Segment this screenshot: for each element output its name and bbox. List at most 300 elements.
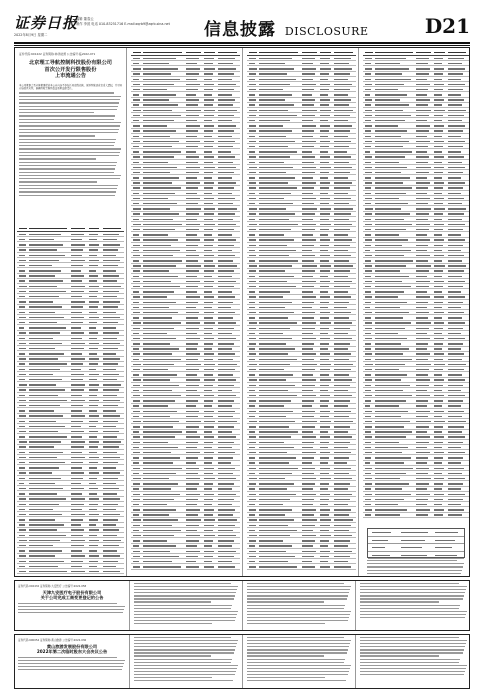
table-cell xyxy=(71,228,86,230)
table-cell xyxy=(320,343,329,344)
table-cell xyxy=(19,374,26,375)
table-cell xyxy=(204,462,212,463)
table-cell xyxy=(302,146,315,147)
table-cell xyxy=(302,136,313,137)
table-cell xyxy=(89,483,97,484)
table-cell xyxy=(448,104,462,105)
table-cell xyxy=(249,416,255,417)
table-cell xyxy=(133,260,139,261)
table-cell xyxy=(143,374,177,375)
text-line xyxy=(360,601,439,602)
table-cell xyxy=(218,182,236,183)
table-cell xyxy=(71,395,83,396)
table-cell xyxy=(320,302,329,303)
table-cell xyxy=(218,566,235,567)
table-cell xyxy=(249,379,256,380)
text-line xyxy=(247,598,347,599)
table-cell xyxy=(416,390,427,391)
table-cell xyxy=(375,317,403,318)
table-cell xyxy=(334,156,351,157)
table-cell xyxy=(320,457,329,458)
table-cell xyxy=(320,234,328,235)
table-cell xyxy=(320,390,328,391)
table-cell xyxy=(334,125,352,126)
table-cell xyxy=(334,442,350,443)
table-cell xyxy=(204,322,215,323)
table-cell xyxy=(103,571,120,572)
table-cell xyxy=(375,250,411,251)
table-cell xyxy=(29,338,53,339)
table-cell xyxy=(416,317,428,318)
table-cell xyxy=(375,494,411,495)
holdings-table xyxy=(131,50,240,570)
table-cell xyxy=(133,286,139,287)
table-cell xyxy=(434,187,443,188)
table-cell xyxy=(259,63,285,64)
table-cell xyxy=(186,99,200,100)
table-cell xyxy=(259,224,298,225)
table-cell xyxy=(320,198,330,199)
table-cell xyxy=(375,151,412,152)
table-cell xyxy=(434,509,444,510)
table-cell xyxy=(320,265,331,266)
table-cell xyxy=(302,540,315,541)
table-cell xyxy=(249,348,255,349)
table-cell xyxy=(259,198,284,199)
table-cell xyxy=(302,530,314,531)
table-cell xyxy=(249,110,257,111)
table-cell xyxy=(334,447,348,448)
table-cell xyxy=(448,328,464,329)
table-cell xyxy=(218,405,231,406)
table-cell xyxy=(29,280,64,281)
table-cell xyxy=(259,416,286,417)
table-cell xyxy=(334,426,350,427)
title-line: 黄山旅游发展股份有限公司 xyxy=(46,644,98,649)
text-line xyxy=(19,92,114,93)
table-cell xyxy=(416,99,430,100)
table-cell xyxy=(143,525,172,526)
table-cell xyxy=(133,136,139,137)
table-cell xyxy=(133,488,139,489)
table-cell xyxy=(249,203,255,204)
table-cell xyxy=(448,84,465,85)
table-cell xyxy=(133,426,140,427)
table-cell xyxy=(89,426,97,427)
table-cell xyxy=(416,359,428,360)
table-cell xyxy=(204,115,214,116)
table-cell xyxy=(302,115,315,116)
table-cell xyxy=(448,390,462,391)
table-cell xyxy=(71,504,84,505)
text-line xyxy=(18,669,122,670)
table-cell xyxy=(375,468,413,469)
table-cell xyxy=(302,245,315,246)
table-cell xyxy=(365,431,371,432)
text-line xyxy=(19,178,120,179)
table-cell xyxy=(186,156,200,157)
table-cell xyxy=(71,571,85,572)
table-cell xyxy=(259,478,285,479)
table-cell xyxy=(186,494,200,495)
table-cell xyxy=(29,358,58,359)
table-cell xyxy=(218,416,233,417)
table-cell xyxy=(259,219,289,220)
table-cell xyxy=(89,550,97,551)
table-cell xyxy=(133,63,139,64)
table-cell xyxy=(334,213,350,214)
table-cell xyxy=(143,369,168,370)
text-line xyxy=(19,106,118,107)
table-cell xyxy=(302,260,314,261)
table-cell xyxy=(365,452,372,453)
table-cell xyxy=(416,182,430,183)
summary-table xyxy=(367,528,465,558)
table-cell xyxy=(434,328,443,329)
table-cell xyxy=(259,187,297,188)
body-text xyxy=(134,583,239,624)
table-cell xyxy=(133,416,139,417)
table-cell xyxy=(375,130,407,131)
table-cell xyxy=(19,343,26,344)
table-cell xyxy=(186,400,199,401)
table-cell xyxy=(186,302,199,303)
table-cell xyxy=(186,84,200,85)
text-line xyxy=(247,611,351,612)
table-cell xyxy=(103,384,121,385)
table-cell xyxy=(103,529,120,530)
text-line xyxy=(360,659,460,660)
table-cell xyxy=(249,478,256,479)
text-line xyxy=(19,112,94,113)
table-cell xyxy=(259,353,288,354)
table-cell xyxy=(133,390,139,391)
table-cell xyxy=(434,68,444,69)
table-cell xyxy=(133,473,139,474)
table-cell xyxy=(320,473,329,474)
table-cell xyxy=(204,400,213,401)
table-cell xyxy=(71,389,84,390)
table-cell xyxy=(218,400,233,401)
table-cell xyxy=(103,255,117,256)
table-cell xyxy=(204,509,214,510)
table-cell xyxy=(204,540,213,541)
table-cell xyxy=(204,514,213,515)
table-cell xyxy=(434,213,443,214)
table-cell xyxy=(89,317,99,318)
table-cell xyxy=(302,436,317,437)
table-cell xyxy=(143,156,174,157)
table-cell xyxy=(89,488,99,489)
table-cell xyxy=(416,379,430,380)
text-line xyxy=(247,617,349,618)
table-cell xyxy=(448,73,463,74)
table-cell xyxy=(434,462,442,463)
table-cell xyxy=(249,286,255,287)
table-cell xyxy=(218,556,233,557)
table-cell xyxy=(375,260,413,261)
table-cell xyxy=(302,488,314,489)
text-line xyxy=(19,168,115,169)
table-cell xyxy=(71,260,85,261)
table-cell xyxy=(133,447,139,448)
table-cell xyxy=(249,540,256,541)
table-cell xyxy=(218,115,234,116)
table-cell xyxy=(320,374,329,375)
table-cell xyxy=(448,187,463,188)
table-cell xyxy=(302,390,313,391)
table-cell xyxy=(434,447,442,448)
table-cell xyxy=(186,369,200,370)
table-cell xyxy=(249,525,256,526)
table-cell xyxy=(29,566,58,567)
table-cell xyxy=(204,483,213,484)
table-cell xyxy=(320,452,330,453)
text-line xyxy=(247,589,350,590)
table-cell xyxy=(365,208,372,209)
table-cell xyxy=(320,353,330,354)
table-cell xyxy=(448,255,464,256)
table-cell xyxy=(334,530,348,531)
table-cell xyxy=(103,260,120,261)
table-cell xyxy=(365,416,371,417)
table-cell xyxy=(320,239,330,240)
table-cell xyxy=(89,446,98,447)
table-cell xyxy=(259,525,288,526)
table-cell xyxy=(434,400,443,401)
table-cell xyxy=(434,270,443,271)
table-cell xyxy=(249,177,255,178)
table-cell xyxy=(71,415,85,416)
table-cell xyxy=(19,338,25,339)
table-cell xyxy=(416,130,429,131)
table-cell xyxy=(143,52,182,54)
table-cell xyxy=(375,421,410,422)
table-cell xyxy=(416,431,427,432)
table-cell xyxy=(29,270,61,271)
table-cell xyxy=(218,545,232,546)
table-cell xyxy=(375,307,401,308)
table-cell xyxy=(416,63,428,64)
table-cell xyxy=(416,229,429,230)
table-cell xyxy=(375,219,404,220)
table-cell xyxy=(89,332,99,333)
table-cell xyxy=(71,343,86,344)
table-cell xyxy=(186,364,201,365)
table-cell xyxy=(375,203,408,204)
table-cell xyxy=(143,177,179,178)
summary-row xyxy=(368,529,464,537)
text-line xyxy=(360,605,460,606)
table-cell xyxy=(204,219,213,220)
table-cell xyxy=(186,281,201,282)
text-line xyxy=(134,671,236,672)
table-cell xyxy=(218,530,232,531)
table-cell xyxy=(19,389,26,390)
table-cell xyxy=(71,353,82,354)
table-cell xyxy=(29,467,59,468)
table-cell xyxy=(218,561,231,562)
table-row xyxy=(17,569,124,574)
table-cell xyxy=(365,79,371,80)
table-cell xyxy=(143,79,180,80)
table-cell xyxy=(320,494,330,495)
table-cell xyxy=(365,286,371,287)
table-cell xyxy=(204,385,213,386)
table-cell xyxy=(302,193,313,194)
table-cell xyxy=(71,358,85,359)
table-cell xyxy=(71,322,83,323)
table-cell xyxy=(448,68,465,69)
table-cell xyxy=(218,509,235,510)
text-line xyxy=(134,614,237,615)
table-cell xyxy=(186,322,201,323)
table-cell xyxy=(259,156,290,157)
table-cell xyxy=(365,411,372,412)
table-cell xyxy=(334,359,349,360)
table-cell xyxy=(218,411,235,412)
table-cell xyxy=(320,509,330,510)
text-line xyxy=(360,671,465,672)
table-cell xyxy=(375,312,409,313)
table-cell xyxy=(302,545,313,546)
table-cell xyxy=(89,234,99,235)
table-cell xyxy=(249,125,256,126)
table-cell xyxy=(375,213,410,214)
table-cell xyxy=(334,151,347,152)
table-cell xyxy=(302,276,314,277)
table-cell xyxy=(259,203,293,204)
table-cell xyxy=(143,250,180,251)
table-cell xyxy=(448,99,464,100)
table-cell xyxy=(434,343,443,344)
table-cell xyxy=(302,468,316,469)
table-cell xyxy=(334,270,350,271)
table-cell xyxy=(448,167,466,168)
table-cell xyxy=(434,245,443,246)
table-cell xyxy=(249,63,255,64)
table-cell xyxy=(19,493,25,494)
intro-paragraph: 本公司董事会及全体董事保证本公告内容不存在任何虚假记载、误导性陈述或者重大遗漏，并对其内容的真实性、准确性和完整性依法承担法律责任。 xyxy=(19,83,122,91)
table-cell xyxy=(259,504,283,505)
table-cell xyxy=(375,374,408,375)
table-cell xyxy=(302,162,314,163)
table-cell xyxy=(334,566,351,567)
text-line xyxy=(134,589,237,590)
table-cell xyxy=(143,63,169,64)
table-cell xyxy=(29,234,61,235)
table-cell xyxy=(204,307,212,308)
table-cell xyxy=(249,255,256,256)
table-cell xyxy=(416,151,427,152)
table-cell xyxy=(103,441,121,442)
table-cell xyxy=(259,125,283,126)
table-cell xyxy=(143,343,170,344)
table-cell xyxy=(365,255,372,256)
table-cell xyxy=(143,519,178,520)
table-cell xyxy=(204,276,212,277)
table-cell xyxy=(249,431,255,432)
table-cell xyxy=(249,400,255,401)
table-cell xyxy=(249,556,255,557)
table-cell xyxy=(218,462,231,463)
table-cell xyxy=(71,566,82,567)
table-cell xyxy=(320,203,329,204)
table-cell xyxy=(133,379,140,380)
table-cell xyxy=(19,519,25,520)
column-3 xyxy=(245,48,359,576)
table-cell xyxy=(249,146,255,147)
table-cell xyxy=(19,452,25,453)
table-cell xyxy=(103,400,121,401)
table-cell xyxy=(320,219,329,220)
table-cell xyxy=(320,89,329,90)
table-cell xyxy=(334,136,348,137)
table-cell xyxy=(365,395,372,396)
table-cell xyxy=(416,172,429,173)
text-line xyxy=(18,612,123,613)
table-cell xyxy=(416,104,428,105)
table-cell xyxy=(249,260,255,261)
table-cell xyxy=(186,89,199,90)
table-cell xyxy=(375,167,408,168)
table-cell xyxy=(320,426,330,427)
table-cell xyxy=(375,416,402,417)
table-cell xyxy=(249,385,256,386)
table-cell xyxy=(434,162,442,163)
table-cell xyxy=(89,322,98,323)
table-cell xyxy=(103,374,120,375)
table-cell xyxy=(259,436,291,437)
table-cell xyxy=(133,478,140,479)
table-cell xyxy=(334,468,351,469)
table-cell xyxy=(89,509,97,510)
table-cell xyxy=(133,239,140,240)
table-cell xyxy=(143,328,174,329)
table-cell xyxy=(259,250,296,251)
table-cell xyxy=(259,379,286,380)
text-line xyxy=(19,195,115,196)
table-cell xyxy=(249,364,257,365)
table-cell xyxy=(320,104,329,105)
table-cell xyxy=(71,270,82,271)
table-cell xyxy=(143,141,179,142)
page-number: D21 xyxy=(424,14,470,38)
table-cell xyxy=(103,488,119,489)
table-cell xyxy=(334,193,348,194)
table-cell xyxy=(302,63,314,64)
table-cell xyxy=(434,146,443,147)
table-cell xyxy=(448,296,465,297)
table-cell xyxy=(218,146,233,147)
table-cell xyxy=(334,255,351,256)
table-cell xyxy=(143,338,176,339)
table-cell xyxy=(320,68,331,69)
table-cell xyxy=(365,270,372,271)
table-cell xyxy=(259,255,289,256)
table-cell xyxy=(143,99,169,100)
table-cell xyxy=(71,545,84,546)
table-cell xyxy=(133,234,139,235)
table-cell xyxy=(320,519,331,520)
table-cell xyxy=(448,141,465,142)
table-cell xyxy=(302,369,316,370)
table-cell xyxy=(143,405,168,406)
table-cell xyxy=(375,120,405,121)
table-cell xyxy=(29,457,57,458)
table-cell xyxy=(103,306,118,307)
table-cell xyxy=(133,219,139,220)
